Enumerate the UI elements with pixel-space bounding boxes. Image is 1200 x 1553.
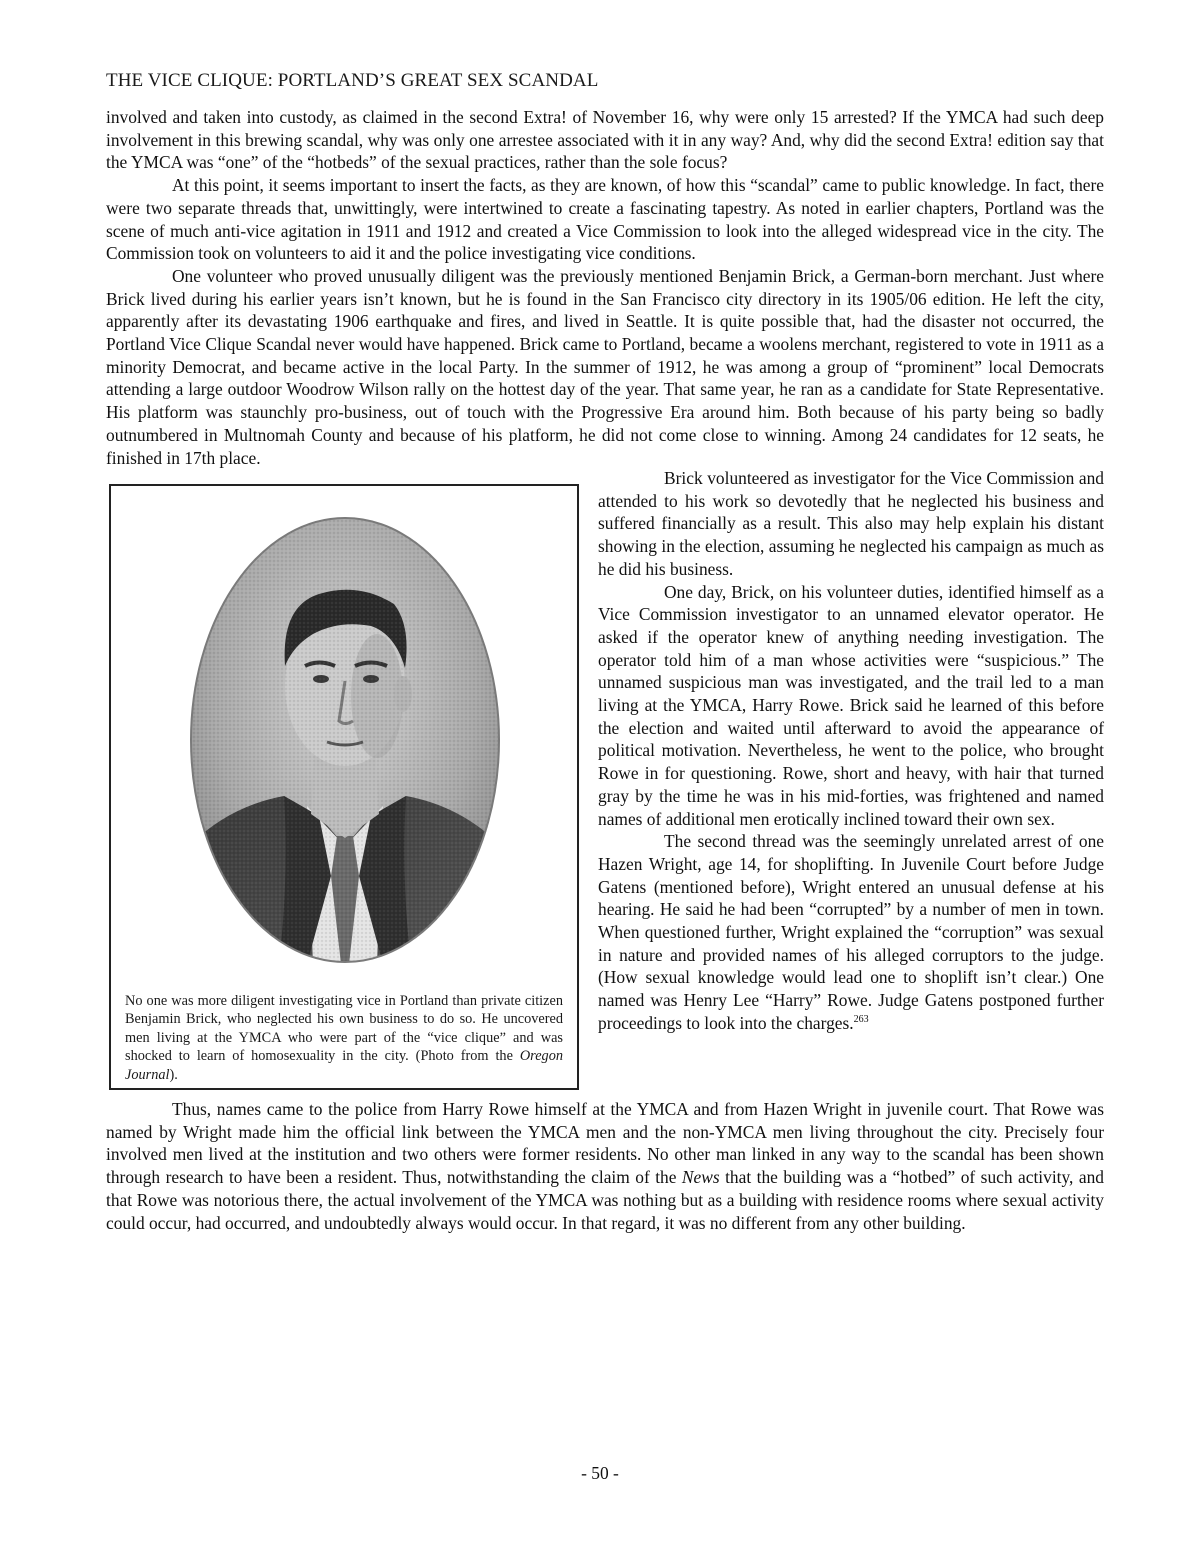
body-text-top bbox=[106, 106, 1104, 469]
body-text-bottom bbox=[106, 1098, 1104, 1234]
paragraph: One volunteer who proved unusually diligent was the previously mentioned Benjamin Brick, a German-born merchant. Just where Brick lived during his earlier years isn’t known, but he is found in the San Francisco city directory in its 1905/06 edition. He left the city, apparently after its devastating 1906 earthquake and fires, and lived in Seattle. It is quite possible that, had the disaster not occurred, the Portland Vice Clique Scandal never would have happened. Brick came to Portland, became a woolens merchant, registered to vote in 1911 as a minority Democrat, and became active in the local Party. In the summer of 1912, he was among a group of “prominent” local Democrats attending a large outdoor Woodrow Wilson rally on the hottest day of the year. That same year, he ran as a candidate for State Representative. His platform was staunchly pro-business, out of touch with the Progressive Era around him. Both because of his party being so badly outnumbered in Multnomah County and because of his platform, he did not come close to winning. Among 24 candidates for 12 seats, he finished in 17th place. bbox=[106, 265, 1104, 468]
figure-caption bbox=[125, 992, 563, 1084]
caption-end: ). bbox=[169, 1066, 178, 1083]
portrait-figure bbox=[109, 484, 579, 1090]
footnote-reference[interactable]: 263 bbox=[853, 1013, 869, 1025]
page-number: - 50 - bbox=[581, 1463, 619, 1483]
publication-title: News bbox=[681, 1167, 720, 1188]
paragraph-text-part1: Thus, names came to the police from Harry Rowe himself at the YMCA and from Hazen Wright in juvenile court. That Rowe was named by Wright made him the official link between the YMCA men and the non-YMCA men living throughout the city. Precisely four involved men lived at the institution and two others were former residents. No other man linked in any way to the scandal has been shown through research to have been a resident. Thus, notwithstanding the claim of the bbox=[106, 1099, 1104, 1188]
paragraph: At this point, it seems important to insert the facts, as they are known, of how this “scandal” came to public knowledge. In fact, there were two separate threads that, unwittingly, were intertwined to create a fascinating tapestry. As noted in earlier chapters, Portland was the scene of much anti-vice agitation in 1911 and 1912 and created a Vice Commission to look into the alleged widespread vice in the city. The Commission took on volunteers to aid it and the police investigating vice conditions. bbox=[106, 175, 1104, 264]
paragraph-text-part2: that the building was a “hotbed” of such activity, and that Rowe was notorious there, the actual involvement of the YMCA was nothing but as a building with residence rooms where sexual activity could occur, had occurred, and undoubtedly always would occur. In that regard, it was no different from any other building. bbox=[106, 1167, 1104, 1233]
running-head-title: THE VICE CLIQUE: PORTLAND’S GREAT SEX SCANDAL bbox=[106, 70, 599, 91]
paragraph bbox=[106, 1098, 1104, 1234]
caption-text: No one was more diligent investigating vice in Portland than private citizen Benjamin Brick, who neglected his own business to do so. He uncovered men living at the YMCA who were part of the “vice clique” and was shocked to learn of homosexuality in the city. (Photo from the bbox=[125, 993, 563, 1065]
paragraph: Brick volunteered as investigator for the Vice Commission and attended to his work so devotedly that he neglected his business and suffered financially as a result. This also may help explain his distant showing in the election, assuming he neglected his campaign as much as he did his business. bbox=[598, 468, 1104, 579]
caption-source: Oregon Journal bbox=[125, 1048, 563, 1083]
paragraph bbox=[598, 830, 1104, 1034]
paragraph: One day, Brick, on his volunteer duties, identified himself as a Vice Commission investigator to an unnamed elevator operator. He asked if the operator knew of anything needing investigation. The operator told him of a man whose activities were “suspicious.” The unnamed suspicious man was investigated, and the trail led to a man living at the YMCA, Harry Rowe. Brick said he learned of this before the election and waited until afterward to avoid the appearance of political motivation. Nevertheless, he went to the police, who brought Rowe in for questioning. Rowe, short and heavy, with hair that turned gray by the time he was in his mid-forties, was frightened and named names of additional men erotically inclined toward their own sex. bbox=[598, 581, 1104, 829]
body-text-right-column bbox=[598, 467, 1104, 1035]
paragraph-text: The second thread was the seemingly unrelated arrest of one Hazen Wright, age 14, for shoplifting. In Juvenile Court before Judge Gatens (mentioned before), Wright entered an unusual defense at his hearing. He said he had been “corrupted” by a number of men in town. When questioned further, Wright explained the “corruption” was sexual in nature and provided names of his alleged corruptors to the judge. (How sexual knowledge would lead one to shoplift isn’t clear.) One named was Henry Lee “Harry” Rowe. Judge Gatens postponed further proceedings to look into the charges. bbox=[598, 831, 1104, 1033]
portrait-photo bbox=[189, 516, 501, 964]
paragraph: involved and taken into custody, as claimed in the second Extra! of November 16, why were only 15 arrested? If the YMCA had such deep involvement in this brewing scandal, why was only one arrestee associated with it in any way? And, why did the second Extra! edition say that the YMCA was “one” of the “hotbeds” of the sexual practices, rather than the sole focus? bbox=[106, 107, 1104, 173]
